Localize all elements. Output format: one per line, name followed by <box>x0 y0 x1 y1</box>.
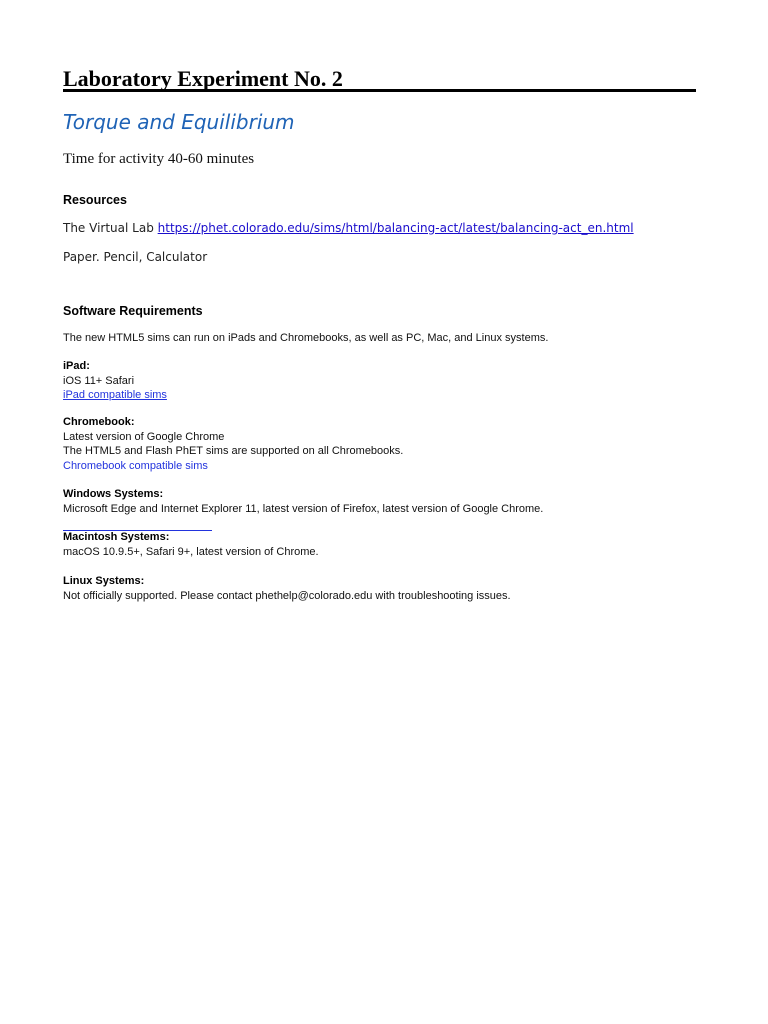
ipad-requirement: iOS 11+ Safari <box>63 375 135 387</box>
activity-time: Time for activity 40-60 minutes <box>63 151 255 167</box>
windows-requirement: Microsoft Edge and Internet Explorer 11, latest version of Firefox, latest version of Google Chrome. <box>63 503 544 515</box>
macintosh-requirement: macOS 10.9.5+, Safari 9+, latest version of Chrome. <box>63 546 319 558</box>
materials-line: Paper. Pencil, Calculator <box>63 250 208 264</box>
linux-requirement: Not officially supported. Please contact phethelp@colorado.edu with troubleshooting issues. <box>63 590 511 602</box>
ipad-compatible-link[interactable]: iPad compatible sims <box>63 389 167 401</box>
software-intro: The new HTML5 sims can run on iPads and Chromebooks, as well as PC, Mac, and Linux systems. <box>63 332 549 344</box>
resources-heading: Resources <box>63 193 127 207</box>
virtual-lab-line <box>63 221 634 235</box>
macintosh-label: Macintosh Systems: <box>63 531 170 543</box>
software-requirements-heading: Software Requirements <box>63 304 203 318</box>
chromebook-label: Chromebook: <box>63 416 135 428</box>
document-subtitle: Torque and Equilibrium <box>63 110 295 134</box>
virtual-lab-link[interactable]: https://phet.colorado.edu/sims/html/balancing-act/latest/balancing-act_en.html <box>157 221 634 235</box>
document-title: Laboratory Experiment No. 2 <box>63 66 343 91</box>
chromebook-support-note: The HTML5 and Flash PhET sims are supported on all Chromebooks. <box>63 445 404 457</box>
linux-label: Linux Systems: <box>63 575 145 587</box>
ipad-label: iPad: <box>63 360 90 372</box>
title-underline <box>63 89 696 92</box>
virtual-lab-label: The Virtual Lab <box>63 221 158 235</box>
chromebook-requirement: Latest version of Google Chrome <box>63 431 225 443</box>
windows-label: Windows Systems: <box>63 488 164 500</box>
chromebook-compatible-link[interactable]: Chromebook compatible sims <box>63 460 208 472</box>
